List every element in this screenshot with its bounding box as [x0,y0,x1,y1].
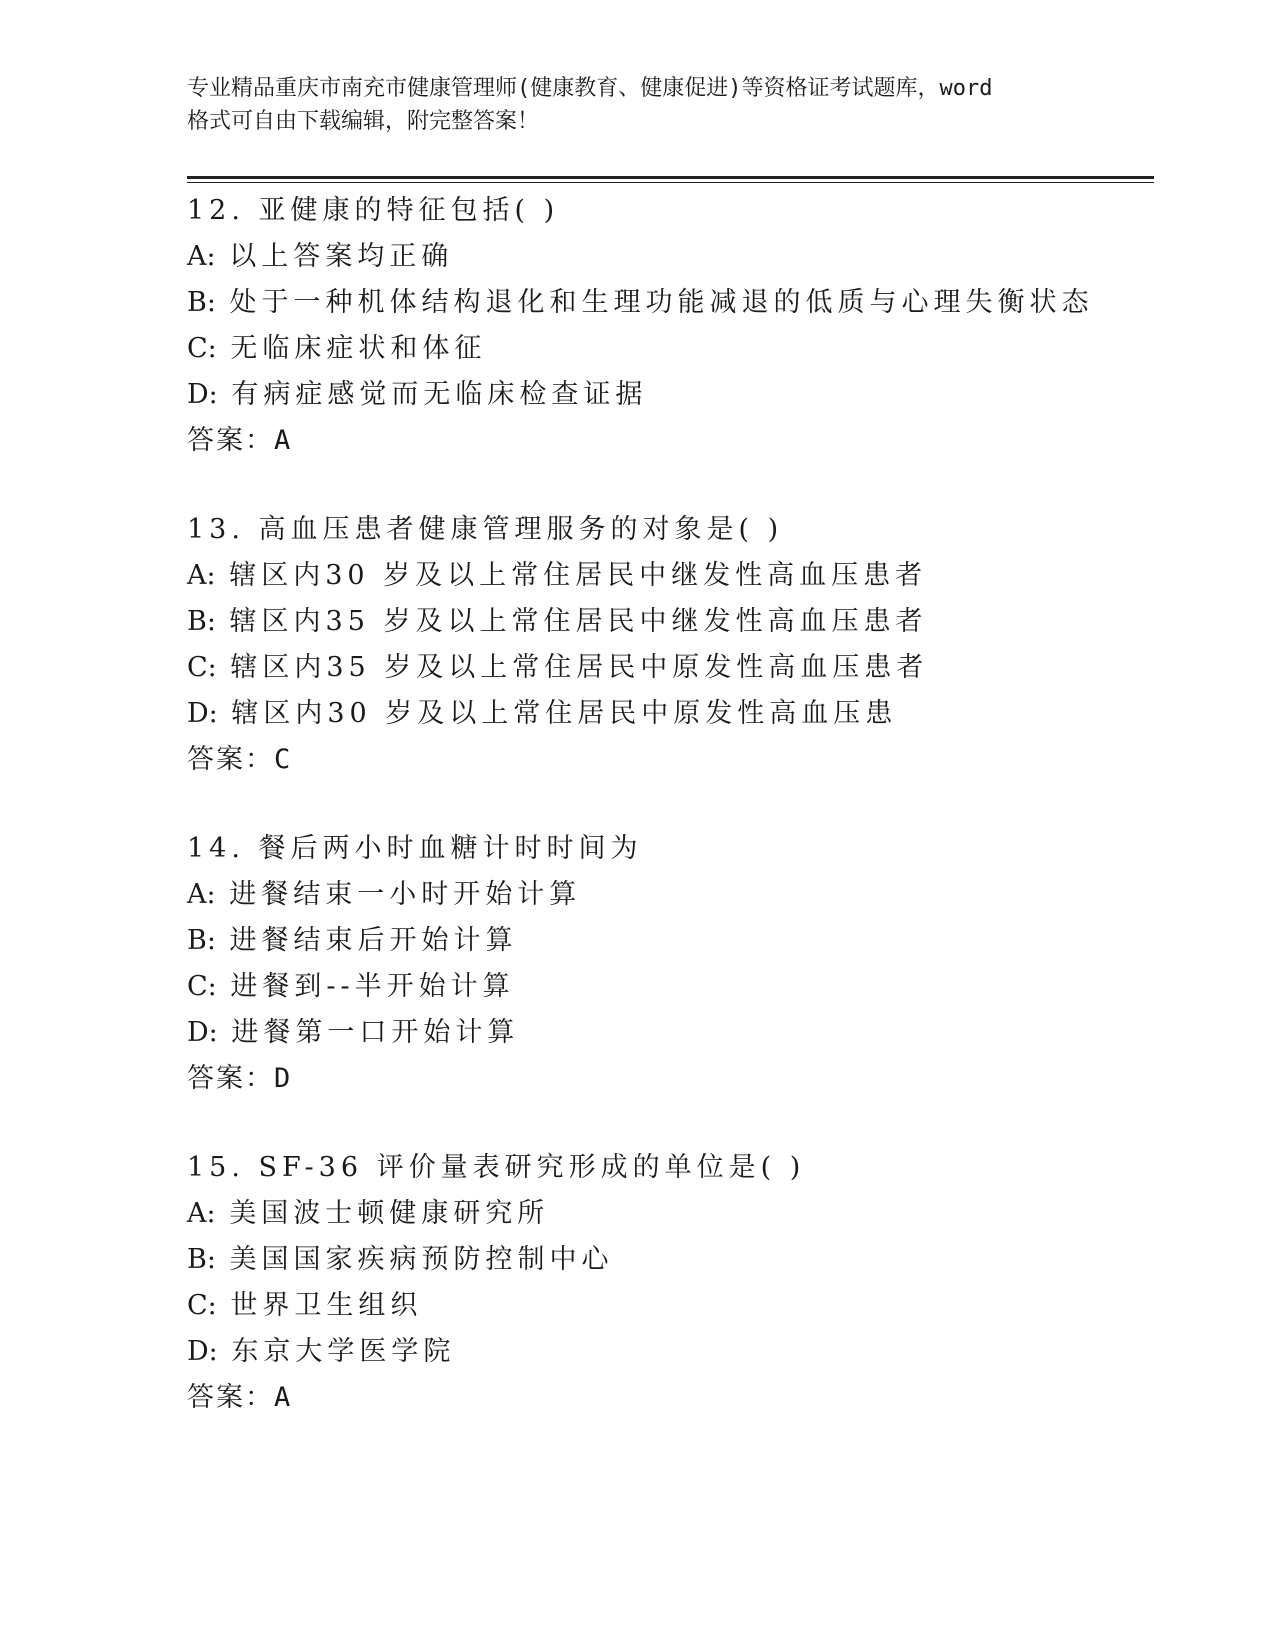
option-d [187,691,1147,737]
option-label: A: [187,1198,216,1229]
option-label: C: [187,971,217,1002]
header-divider-thin [187,182,1154,183]
option-label: A: [187,560,216,591]
option-a [187,553,1147,599]
option-text: 处于一种机体结构退化和生理功能减退的低质与心理失衡状态 [229,287,1094,318]
answer-line [187,418,1147,464]
option-a [187,1191,1147,1237]
option-b [187,918,1147,964]
question-stem: 15. SF-36 评价量表研究形成的单位是( ) [187,1152,806,1183]
question-12 [187,188,1147,464]
answer-value: A [274,425,293,456]
answer-line [187,1375,1147,1421]
header-line-2: 格式可自由下载编辑，附完整答案！ [187,109,540,134]
question-14 [187,826,1147,1102]
option-label: A: [187,879,216,910]
option-a [187,872,1147,918]
option-c [187,1283,1147,1329]
option-label: B: [187,287,216,318]
option-b [187,1237,1147,1283]
option-c [187,964,1147,1010]
option-b [187,599,1147,645]
option-text: 进餐结束一小时开始计算 [229,879,582,910]
option-label: D: [187,698,218,729]
document-header [187,72,1087,138]
option-text: 世界卫生组织 [230,1290,423,1321]
option-text: 进餐到--半开始计算 [230,971,515,1002]
option-text: 进餐结束后开始计算 [229,925,518,956]
answer-line [187,737,1147,783]
option-text: 辖区内30 岁及以上常住居民中继发性高血压患者 [229,560,928,591]
option-text: 辖区内35 岁及以上常住居民中继发性高血压患者 [229,606,928,637]
option-d [187,372,1147,418]
option-text: 无临床症状和体征 [230,333,487,364]
answer-label: 答案： [187,425,274,456]
option-label: B: [187,606,216,637]
question-13 [187,507,1147,783]
option-label: A: [187,241,216,272]
option-label: D: [187,1336,218,1367]
option-text: 进餐第一口开始计算 [231,1017,520,1048]
option-c [187,645,1147,691]
option-d [187,1329,1147,1375]
option-label: D: [187,1017,218,1048]
question-stem: 13. 高血压患者健康管理服务的对象是( ) [187,514,784,545]
question-15 [187,1145,1147,1421]
option-c [187,326,1147,372]
answer-label: 答案： [187,1063,274,1094]
header-line-1: 专业精品重庆市南充市健康管理师(健康教育、健康促进)等资格证考试题库，word [187,76,993,101]
option-text: 美国波士顿健康研究所 [229,1198,550,1229]
question-stem: 12. 亚健康的特征包括( ) [187,195,560,226]
answer-value: A [274,1382,293,1413]
option-label: D: [187,379,218,410]
answer-label: 答案： [187,744,274,775]
option-text: 以上答案均正确 [229,241,454,272]
header-divider-thick [187,176,1154,179]
answer-line [187,1056,1147,1102]
option-label: C: [187,333,217,364]
option-label: C: [187,652,217,683]
option-b [187,280,1147,326]
option-text: 辖区内35 岁及以上常住居民中原发性高血压患者 [230,652,929,683]
option-a [187,234,1147,280]
option-text: 辖区内30 岁及以上常住居民中原发性高血压患 [231,698,898,729]
option-text: 有病症感觉而无临床检查证据 [231,379,648,410]
option-text: 东京大学医学院 [231,1336,456,1367]
question-stem: 14. 餐后两小时血糖计时时间为 [187,833,643,864]
option-text: 美国国家疾病预防控制中心 [229,1244,614,1275]
question-list [187,188,1147,1464]
option-label: B: [187,925,216,956]
answer-label: 答案： [187,1382,274,1413]
option-label: C: [187,1290,217,1321]
answer-value: D [274,1063,293,1094]
answer-value: C [274,744,293,775]
option-label: B: [187,1244,216,1275]
option-d [187,1010,1147,1056]
